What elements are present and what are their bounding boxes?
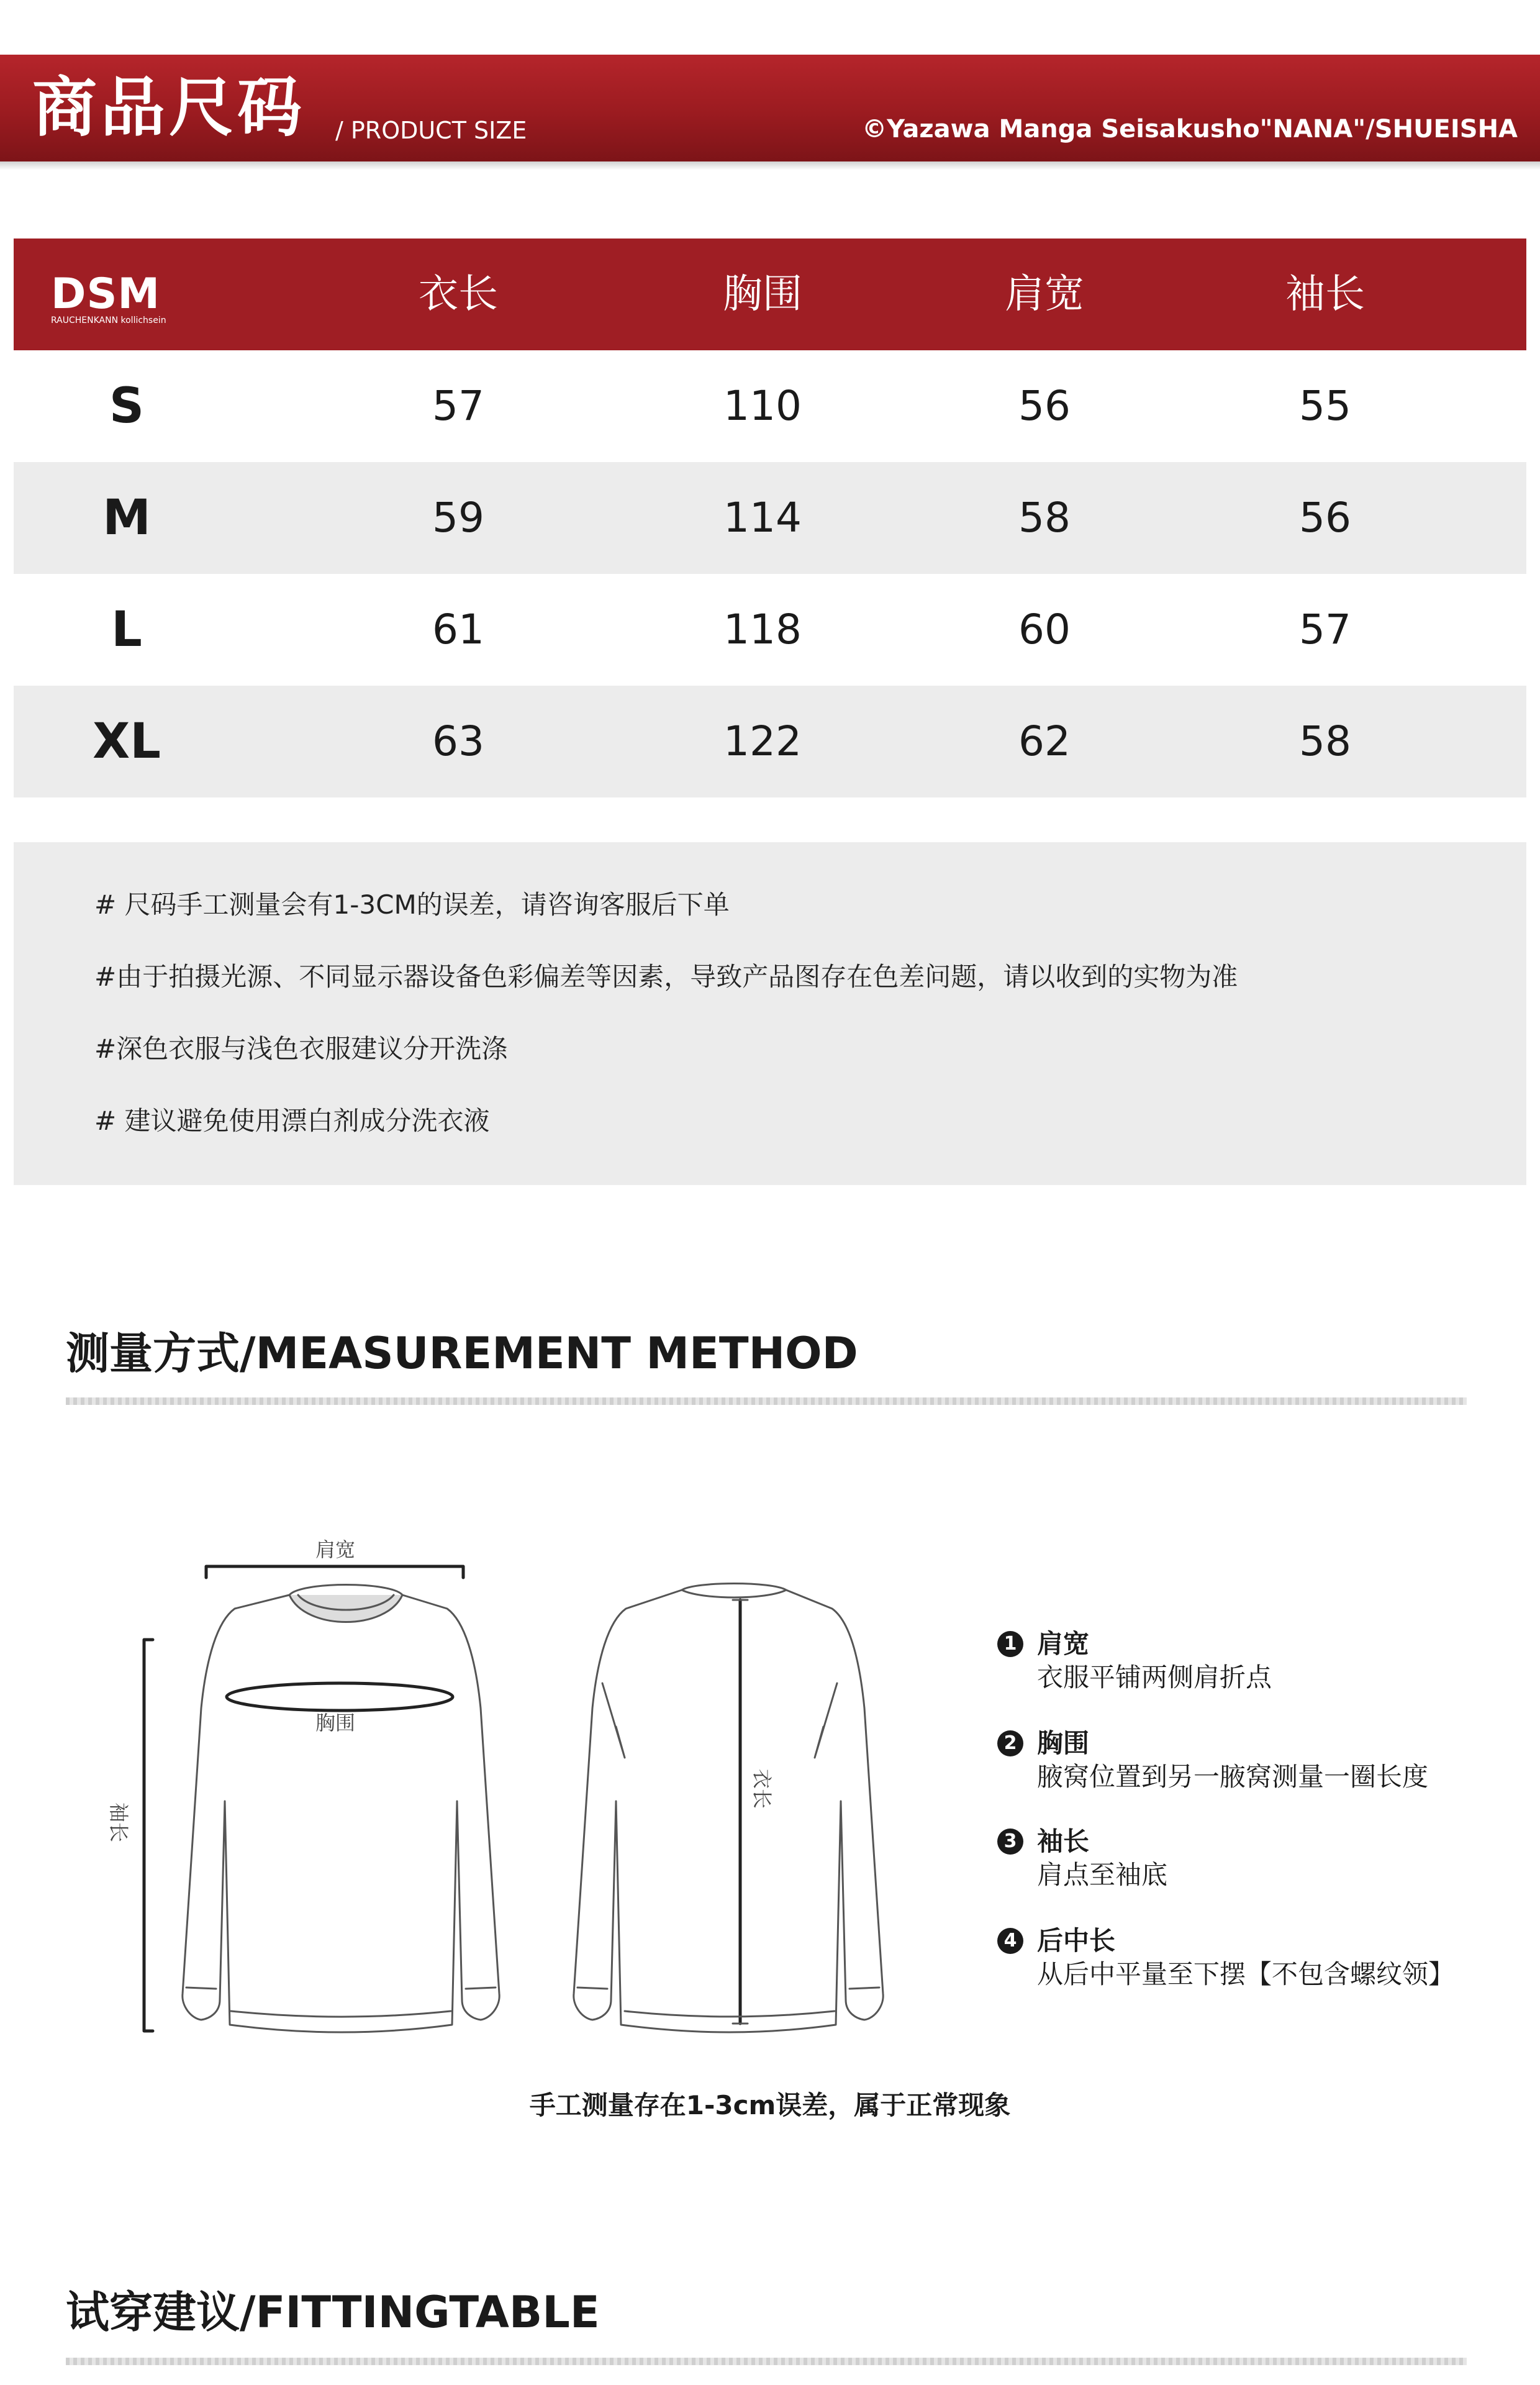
header-banner xyxy=(0,55,1540,161)
table-cell: 60 xyxy=(1018,606,1071,653)
label-sleeve: 袖长 xyxy=(107,1802,130,1843)
page-title: 商品尺码 xyxy=(32,70,306,145)
column-header-length: 衣长 xyxy=(419,271,498,317)
table-cell: 58 xyxy=(1018,494,1071,542)
column-header-shoulder: 肩宽 xyxy=(1005,271,1084,317)
table-cell: 56 xyxy=(1018,382,1071,430)
note-item: # 尺码手工测量会有1-3CM的误差，请咨询客服后下单 xyxy=(94,889,730,920)
section-divider xyxy=(66,1397,1467,1405)
table-cell: 61 xyxy=(432,606,484,653)
label-shoulder: 肩宽 xyxy=(315,1538,356,1561)
page-subtitle: / PRODUCT SIZE xyxy=(335,117,527,144)
brand-logo: DSM RAUCHENKANN kollichsein xyxy=(51,270,166,325)
fitting-section-title: 试穿建议/FITTINGTABLE xyxy=(66,2287,600,2338)
number-badge-icon: 2 xyxy=(997,1730,1023,1756)
size-table-header xyxy=(14,238,1526,350)
size-label: L xyxy=(111,602,142,658)
back-shirt-outline xyxy=(574,1584,883,2033)
table-cell: 59 xyxy=(432,494,484,542)
sleeve-bracket xyxy=(144,1640,153,2031)
number-badge-icon: 3 xyxy=(997,1828,1023,1855)
table-cell: 57 xyxy=(432,382,484,430)
table-cell: 55 xyxy=(1299,382,1351,430)
table-cell: 62 xyxy=(1018,717,1071,765)
size-label: S xyxy=(109,378,145,434)
table-row xyxy=(14,574,1526,686)
table-row xyxy=(14,686,1526,797)
note-item: #深色衣服与浅色衣服建议分开洗涤 xyxy=(94,1034,508,1064)
table-cell: 114 xyxy=(723,494,802,542)
table-row xyxy=(14,462,1526,574)
note-item: # 建议避免使用漂白剂成分洗衣液 xyxy=(94,1106,490,1136)
size-label: M xyxy=(102,490,151,546)
column-header-sleeve: 袖长 xyxy=(1285,271,1365,317)
measurement-caption: 手工测量存在1-3cm误差，属于正常现象 xyxy=(529,2090,1011,2120)
table-cell: 122 xyxy=(723,717,802,765)
column-header-chest: 胸围 xyxy=(723,271,802,317)
label-chest: 胸围 xyxy=(315,1711,356,1735)
size-label: XL xyxy=(93,714,161,770)
table-row xyxy=(14,350,1526,462)
table-cell: 110 xyxy=(723,382,802,430)
front-shirt-outline xyxy=(183,1585,499,2033)
table-cell: 63 xyxy=(432,717,484,765)
copyright-text: ©Yazawa Manga Seisakusho"NANA"/SHUEISHA xyxy=(862,115,1518,143)
table-cell: 56 xyxy=(1299,494,1351,542)
note-item: #由于拍摄光源、不同显示器设备色彩偏差等因素，导致产品图存在色差问题，请以收到的实物为准 xyxy=(94,961,1238,992)
table-cell: 118 xyxy=(723,606,802,653)
table-cell: 58 xyxy=(1299,717,1351,765)
garment-diagram xyxy=(87,1522,919,2081)
number-badge-icon: 4 xyxy=(997,1928,1023,1954)
section-divider xyxy=(66,2358,1467,2365)
care-notes xyxy=(14,842,1526,1185)
table-cell: 57 xyxy=(1299,606,1351,653)
measurement-section-title: 测量方式/MEASUREMENT METHOD xyxy=(66,1328,858,1379)
size-table xyxy=(14,238,1526,797)
number-badge-icon: 1 xyxy=(997,1631,1023,1657)
shoulder-bracket xyxy=(206,1566,463,1578)
label-length: 衣长 xyxy=(750,1768,774,1809)
